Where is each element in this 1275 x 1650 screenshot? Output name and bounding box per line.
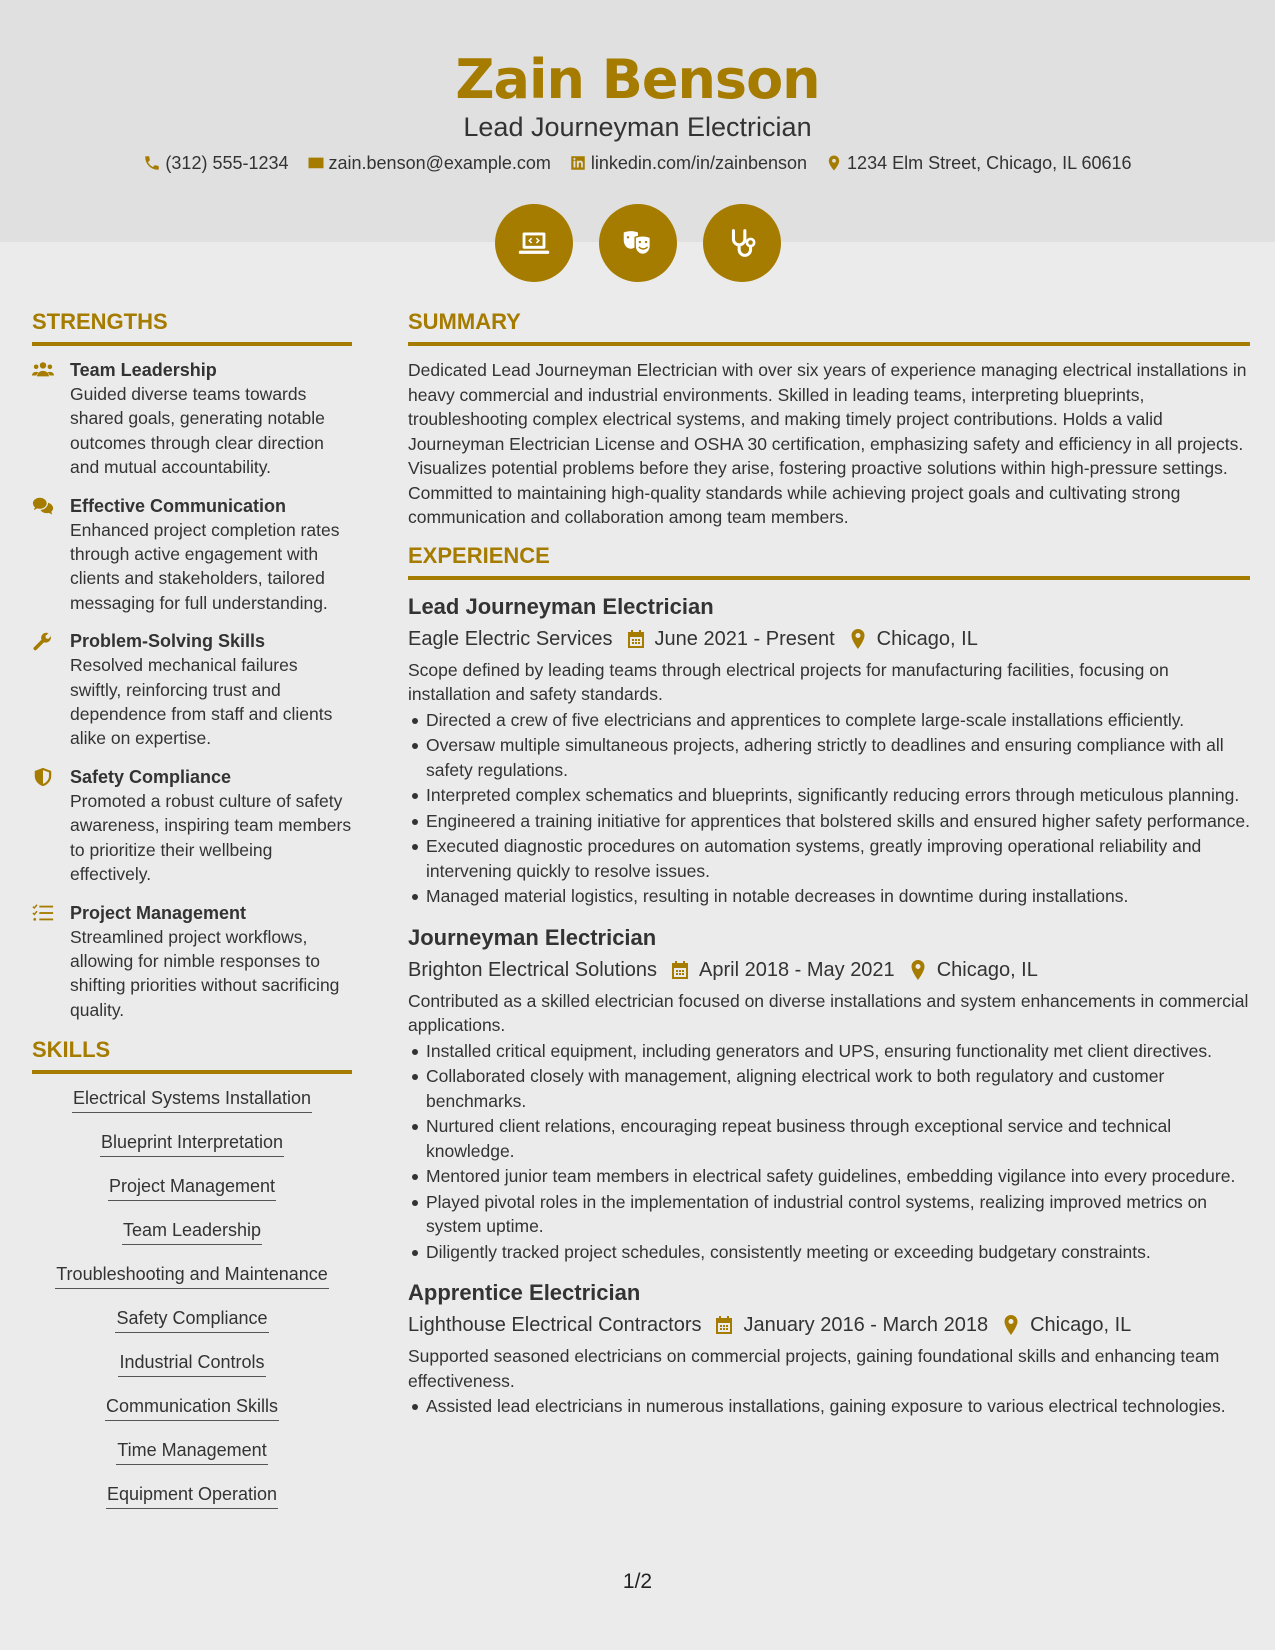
skill-tag: Team Leadership <box>122 1218 262 1245</box>
job-bullet: Collaborated closely with management, aligning electrical work to both regulatory and customer benchmarks. <box>426 1064 1250 1113</box>
skill-tag: Industrial Controls <box>118 1350 265 1377</box>
strength-title: Effective Communication <box>70 495 287 516</box>
contact-address <box>825 150 1132 176</box>
email-text: zain.benson@example.com <box>328 153 551 173</box>
job-bullet: Oversaw multiple simultaneous projects, adhering strictly to deadlines and ensuring compliance with all safety regulations. <box>426 733 1250 782</box>
job-entry <box>408 592 1250 909</box>
job-description: Supported seasoned electricians on commercial projects, gaining foundational skills and enhancing team effectiveness. <box>408 1346 1220 1391</box>
job-bullet: Engineered a training initiative for apprentices that bolstered skills and ensured higher safety performance. <box>426 809 1250 834</box>
calendar-icon <box>715 1315 733 1335</box>
strength-title: Problem-Solving Skills <box>70 631 266 652</box>
comments-icon <box>32 496 54 516</box>
job-title: Lead Journeyman Electrician <box>408 593 714 619</box>
job-entry <box>408 1278 1250 1419</box>
shield-icon <box>32 767 54 787</box>
job-company: Lighthouse Electrical Contractors <box>408 1314 702 1336</box>
strength-item <box>32 629 352 751</box>
job-meta <box>408 955 1250 985</box>
strength-title: Safety Compliance <box>70 766 232 787</box>
strength-item <box>32 358 352 480</box>
interest-badges <box>0 204 1275 282</box>
page-number: 1/2 <box>622 1570 653 1593</box>
badge-stethoscope <box>703 204 781 282</box>
job-meta <box>408 1310 1250 1340</box>
linkedin-text: linkedin.com/in/zainbenson <box>590 153 808 173</box>
location-icon <box>1002 1315 1020 1335</box>
skill-tag: Troubleshooting and Maintenance <box>55 1262 329 1289</box>
strength-desc: Resolved mechanical failures swiftly, reinforcing trust and dependence from staff and clients alike on expertise. <box>70 655 333 749</box>
job-bullet: Installed critical equipment, including generators and UPS, ensuring functionality met client directives. <box>426 1039 1250 1064</box>
strength-item <box>32 901 352 1023</box>
theater-masks-icon <box>619 224 657 262</box>
badge-masks <box>599 204 677 282</box>
contact-bar <box>0 150 1275 176</box>
skill-tag: Communication Skills <box>105 1394 279 1421</box>
job-meta <box>408 624 1250 654</box>
job-bullet: Directed a crew of five electricians and apprentices to complete large-scale installations efficiently. <box>426 708 1250 733</box>
summary-text: Dedicated Lead Journeyman Electrician with over six years of experience managing electrical installations in heavy commercial and industrial environments. Skilled in leading teams, interpreting blueprints, troubleshooting complex electrical systems, and making timely project contributions. Holds a valid Journeyman Electrician License and OSHA 30 certification, emphasizing safety and efficiency in all projects. Visualizes potential problems before they arise, fostering proactive solutions within high-pressure settings. Committed to maintaining high-quality standards while achieving project goals and cultivating strong communication and collaboration among team members. <box>408 360 1247 527</box>
strength-item <box>32 765 352 887</box>
job-location: Chicago, IL <box>936 958 1038 981</box>
contact-linkedin[interactable] <box>569 150 807 176</box>
tasks-icon <box>32 903 54 923</box>
skill-tag: Time Management <box>116 1438 267 1465</box>
calendar-icon <box>627 629 645 649</box>
skill-tag: Blueprint Interpretation <box>100 1130 284 1157</box>
users-icon <box>32 360 54 380</box>
skills-heading: SKILLS <box>32 1036 352 1074</box>
strength-desc: Streamlined project workflows, allowing for nimble responses to shifting priorities without sacrificing quality. <box>70 926 340 1020</box>
job-bullet: Interpreted complex schematics and blueprints, significantly reducing errors through meticulous planning. <box>426 783 1250 808</box>
job-description: Contributed as a skilled electrician focused on diverse installations and system enhancements in commercial applications. <box>408 990 1249 1035</box>
job-entry <box>408 923 1250 1265</box>
badge-laptop <box>495 204 573 282</box>
strength-title: Team Leadership <box>70 360 217 380</box>
location-icon <box>825 154 843 172</box>
summary-heading: SUMMARY <box>408 308 1250 346</box>
location-icon <box>849 629 867 649</box>
job-bullet: Managed material logistics, resulting in notable decreases in downtime during installations. <box>426 884 1250 909</box>
experience-heading: EXPERIENCE <box>408 542 1250 580</box>
strength-desc: Promoted a robust culture of safety awareness, inspiring team members to prioritize their wellbeing effectively. <box>70 790 352 885</box>
location-icon <box>909 960 927 980</box>
job-bullets <box>408 1039 1250 1265</box>
skills-section <box>32 1036 352 1526</box>
job-bullet: Diligently tracked project schedules, consistently meeting or exceeding budgetary constraints. <box>426 1240 1250 1265</box>
address-text: 1234 Elm Street, Chicago, IL 60616 <box>847 153 1132 173</box>
linkedin-icon <box>569 154 587 172</box>
skill-tag: Project Management <box>108 1174 276 1201</box>
skills-list <box>32 1086 352 1526</box>
phone-icon <box>143 154 161 172</box>
email-icon <box>307 154 325 172</box>
skill-tag: Electrical Systems Installation <box>72 1086 312 1113</box>
strength-desc: Enhanced project completion rates through active engagement with clients and stakeholders, tailored messaging for full understanding. <box>70 519 340 613</box>
job-title: Journeyman Electrician <box>408 924 657 950</box>
job-dates: June 2021 - Present <box>654 627 835 650</box>
candidate-name: Zain Benson <box>455 48 820 111</box>
stethoscope-icon <box>723 224 761 262</box>
skill-tag: Safety Compliance <box>115 1306 268 1333</box>
job-bullet: Executed diagnostic procedures on automation systems, greatly improving operational reliability and intervening quickly to resolve issues. <box>426 834 1250 883</box>
calendar-icon <box>671 960 689 980</box>
skill-tag: Equipment Operation <box>106 1482 278 1509</box>
job-location: Chicago, IL <box>1030 1314 1132 1336</box>
contact-phone[interactable] <box>143 150 288 176</box>
job-location: Chicago, IL <box>876 627 978 650</box>
strengths-heading: STRENGTHS <box>32 308 352 346</box>
job-bullet: Played pivotal roles in the implementation of industrial control systems, realizing improved metrics on system uptime. <box>426 1190 1250 1239</box>
candidate-title: Lead Journeyman Electrician <box>463 112 812 142</box>
laptop-code-icon <box>515 224 553 262</box>
job-dates: January 2016 - March 2018 <box>743 1314 989 1336</box>
strength-item <box>32 494 352 616</box>
right-column <box>408 308 1250 1433</box>
job-dates: April 2018 - May 2021 <box>699 958 895 981</box>
left-column <box>32 308 352 1526</box>
strength-title: Project Management <box>70 902 247 923</box>
job-company: Brighton Electrical Solutions <box>408 958 658 981</box>
job-company: Eagle Electric Services <box>408 627 613 650</box>
wrench-icon <box>32 631 54 651</box>
job-bullet: Assisted lead electricians in numerous installations, gaining exposure to various electrical technologies. <box>426 1394 1250 1419</box>
job-title: Apprentice Electrician <box>408 1280 641 1305</box>
job-description: Scope defined by leading teams through electrical projects for manufacturing facilities, focusing on installation and safety standards. <box>408 659 1169 704</box>
job-bullet: Nurtured client relations, encouraging repeat business through exceptional service and technical knowledge. <box>426 1114 1250 1163</box>
job-bullets <box>408 708 1250 909</box>
contact-email[interactable] <box>307 150 551 176</box>
strength-desc: Guided diverse teams towards shared goals, generating notable outcomes through clear direction and mutual accountability. <box>70 384 325 478</box>
phone-text: (312) 555-1234 <box>165 153 289 173</box>
job-bullet: Mentored junior team members in electrical safety guidelines, embedding vigilance into every procedure. <box>426 1164 1250 1189</box>
job-bullets <box>408 1394 1250 1419</box>
